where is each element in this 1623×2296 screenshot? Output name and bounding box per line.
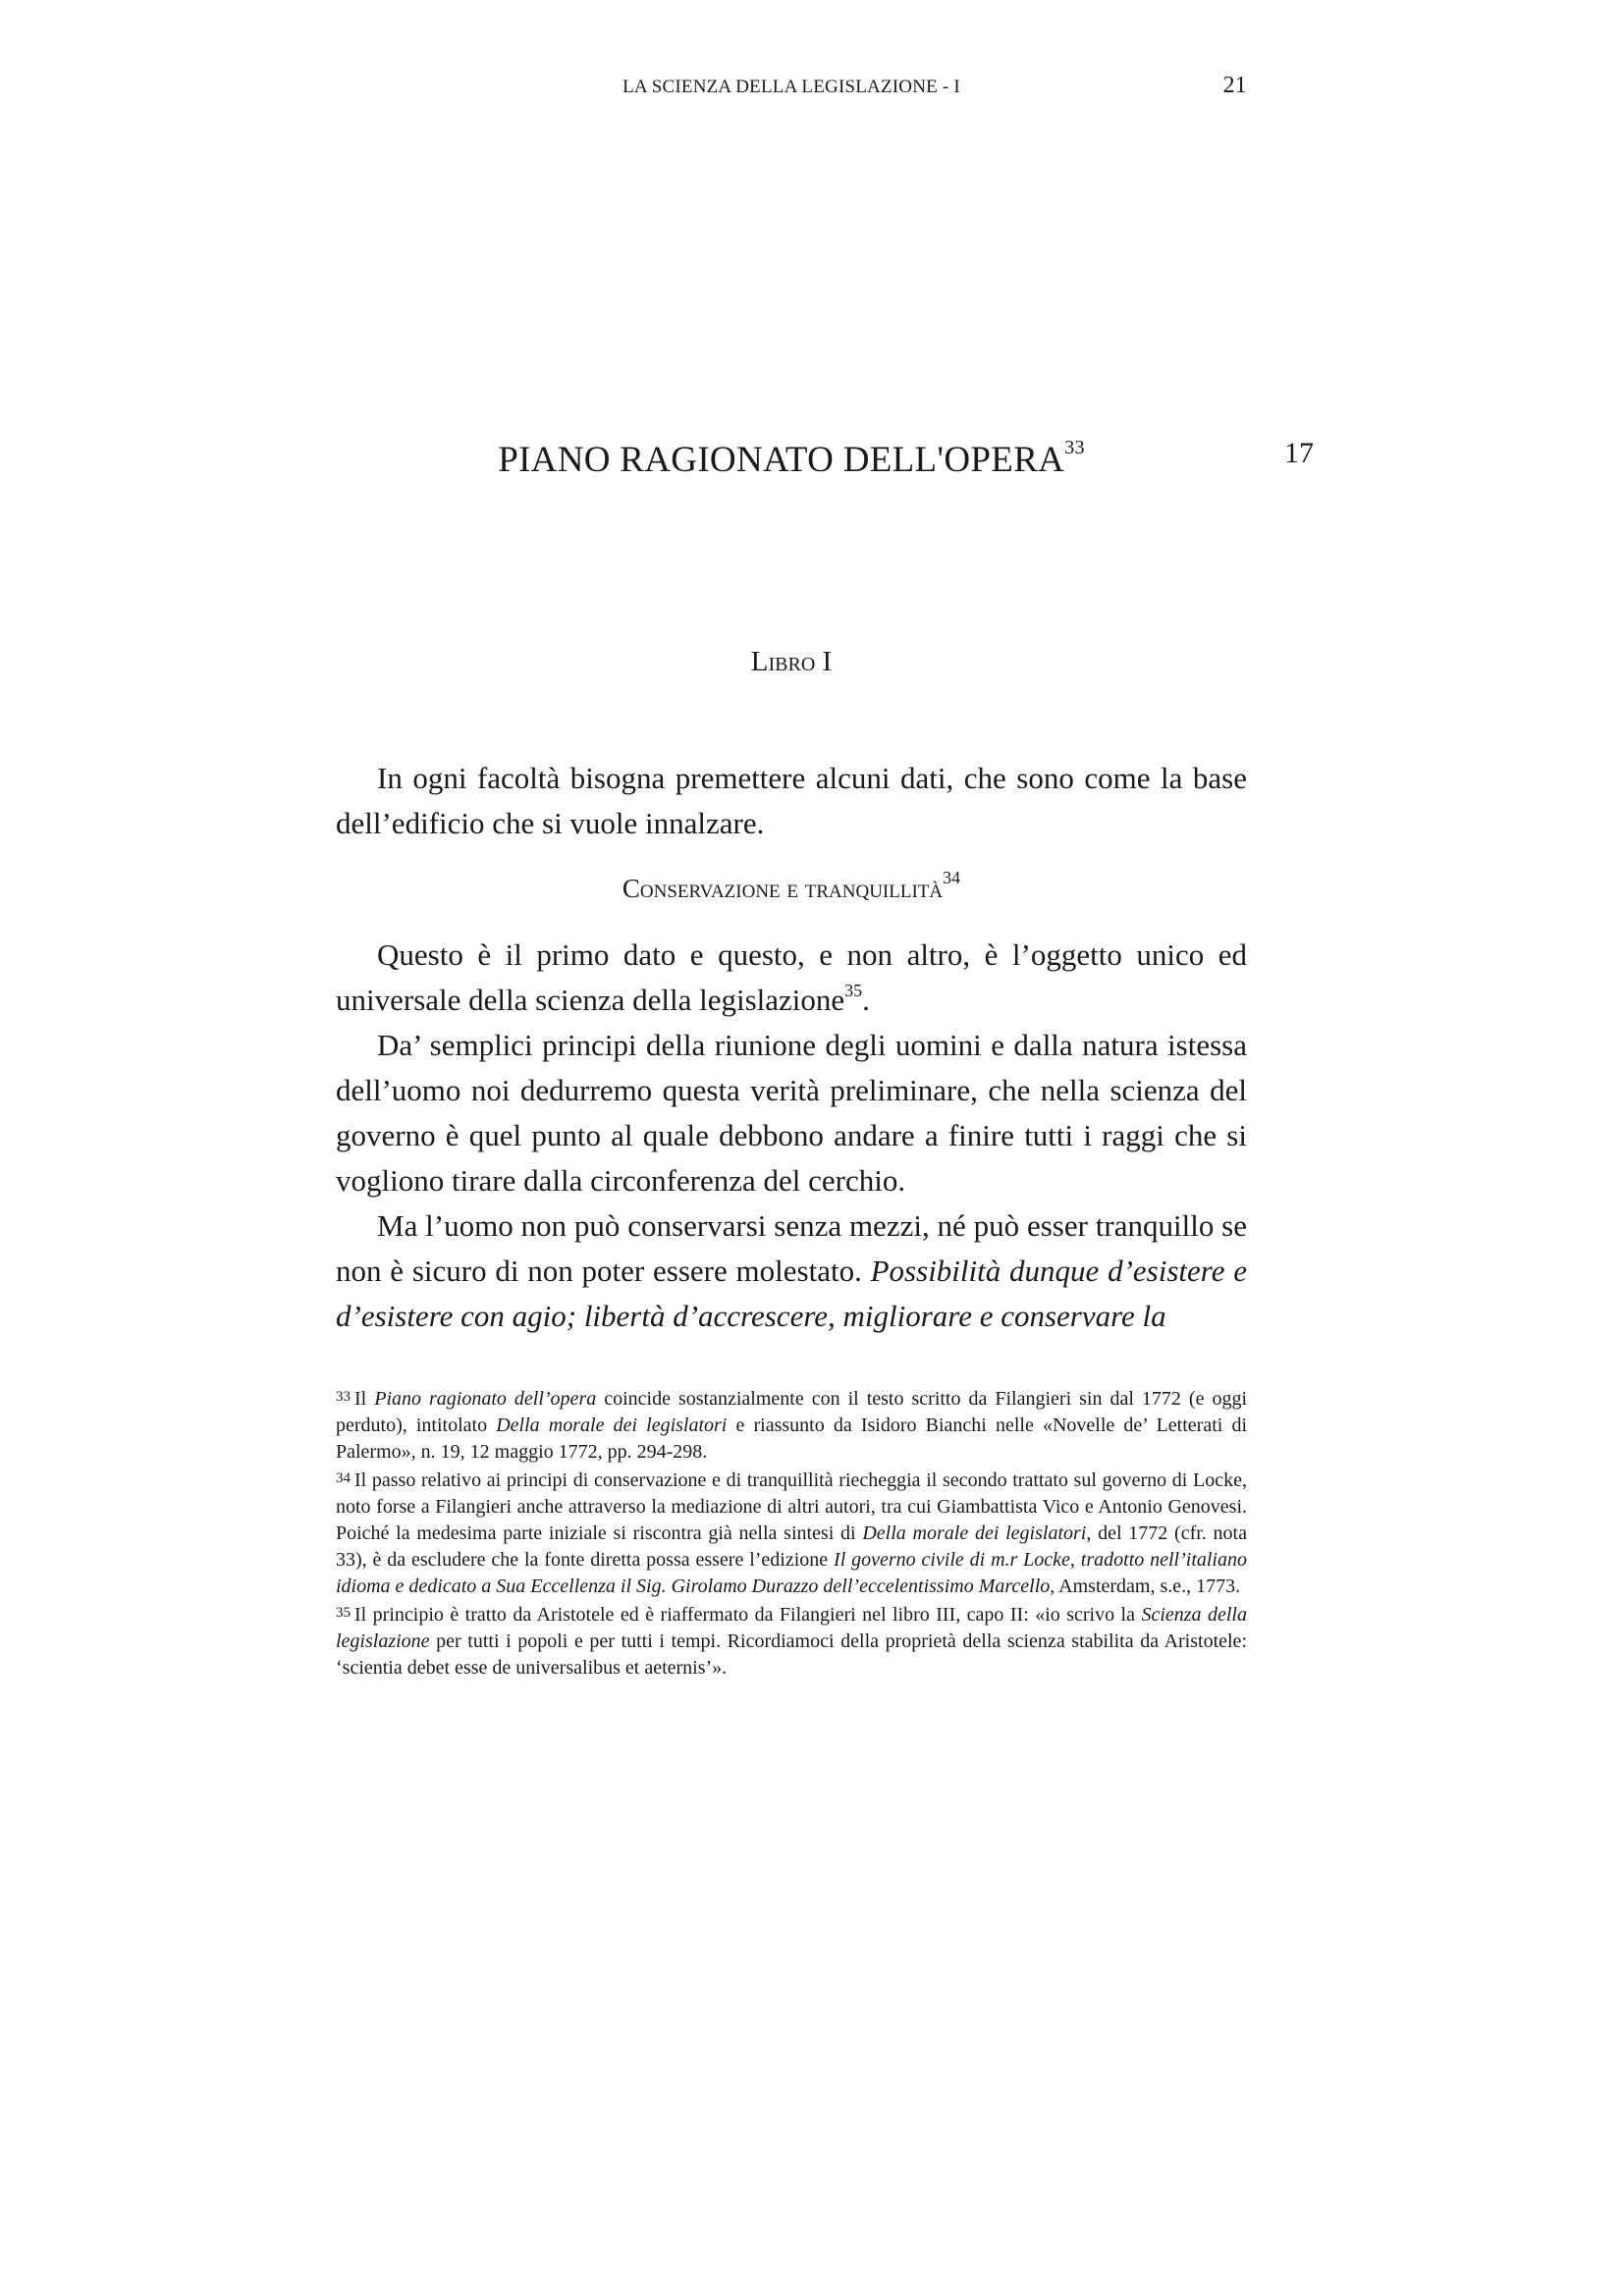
paragraph-1-text: Questo è il primo dato e questo, e non altro, è l’oggetto unico ed universale della scienza della legislazione	[336, 937, 1247, 1017]
running-title: LA SCIENZA DELLA LEGISLAZIONE - I	[622, 77, 960, 97]
chapter-title-note-ref[interactable]: 33	[1064, 437, 1085, 458]
footnote-33-italic-1: Piano ragionato dell’opera	[374, 1388, 597, 1410]
chapter-title-text: PIANO RAGIONATO DELL'OPERA	[498, 440, 1065, 480]
body-text	[336, 756, 1247, 1339]
section-heading-text: Conservazione e tranquillità	[622, 874, 944, 903]
footnote-34-italic-1: Della morale dei legislatori	[862, 1522, 1087, 1544]
margin-page-number: 17	[1284, 437, 1314, 469]
footnote-34-text-2: , del 1772 (cfr. nota 33), è da escludere che la fonte diretta possa essere l’edizione	[336, 1522, 1247, 1571]
paragraph-1-end: .	[862, 983, 870, 1017]
footnote-34-text-1: Il passo relativo ai principi di conservazione e di tranquillità riecheggia il secondo trattato sul governo di Locke, noto forse a Filangieri anche attraverso la mediazione di altri autori, tra cui Giambattista Vico e Antonio Genovesi. Poiché la medesima parte iniziale si riscontra già nella sintesi di	[336, 1469, 1247, 1544]
book-heading: Libro I	[750, 646, 833, 677]
footnote-34-italic-2: Il governo civile di m.r Locke, tradotto nell’italiano idioma e dedicato a Sua Eccellenza il Sig. Girolamo Durazzo dell’eccelentissimo Marcello	[336, 1549, 1247, 1597]
chapter-title	[336, 437, 1247, 481]
paragraph-3-italic: Possibilità dunque d’esistere e d’esistere con agio; libertà d’accrescere, migliorare e conservare la	[336, 1254, 1247, 1333]
paragraph-3	[336, 1203, 1247, 1339]
page-number: 21	[1222, 73, 1247, 98]
footnote-34	[336, 1466, 1247, 1600]
footnote-35-text-2: per tutti i popoli e per tutti i tempi. Ricordiamoci della proprietà della scienza stabilita da Aristotele: ‘scientia debet esse de universalibus et aeternis’».	[336, 1630, 1247, 1679]
footnote-35-number: 35	[336, 1605, 351, 1621]
paragraph-1-note-ref[interactable]: 35	[844, 981, 863, 1000]
footnote-35	[336, 1600, 1247, 1682]
footnote-34-text-3: , Amsterdam, s.e., 1773.	[1050, 1575, 1241, 1597]
footnote-33	[336, 1384, 1247, 1466]
footnotes	[336, 1384, 1247, 1682]
paragraph-1	[336, 933, 1247, 1023]
paragraph-3-text: Ma l’uomo non può conservarsi senza mezzi, né può esser tranquillo se non è sicuro di non poter essere molestato.	[336, 1208, 1247, 1288]
footnote-33-italic-2: Della morale dei legislatori	[496, 1415, 728, 1436]
footnote-33-text-1: Il	[354, 1388, 375, 1410]
footnote-35-italic-1: Scienza della legislazione	[336, 1604, 1247, 1652]
footnote-33-text-2: coincide sostanzialmente con il testo scritto da Filangieri sin dal 1772 (e oggi perduto), intitolato	[336, 1388, 1248, 1436]
section-heading	[336, 866, 1247, 911]
paragraph-2: Da’ semplici principi della riunione degli uomini e dalla natura istessa dell’uomo noi dedurremo questa verità preliminare, che nella scienza del governo è quel punto al quale debbono andare a finire tutti i raggi che si vogliono tirare dalla circonferenza del cerchio.	[336, 1028, 1247, 1198]
intro-paragraph: In ogni facoltà bisogna premettere alcuni dati, che sono come la base dell’edificio che si vuole innalzare.	[336, 761, 1247, 840]
footnote-33-text-3: e riassunto da Isidoro Bianchi nelle «Novelle de’ Letterati di Palermo», n. 19, 12 maggio 1772, pp. 294-298.	[336, 1415, 1247, 1463]
footnote-33-number: 33	[336, 1389, 351, 1405]
footnote-34-number: 34	[336, 1470, 351, 1486]
section-heading-note-ref[interactable]: 34	[943, 868, 961, 887]
footnote-35-text-1: Il principio è tratto da Aristotele ed è riaffermato da Filangieri nel libro III, capo II: «io scrivo la	[354, 1604, 1142, 1626]
